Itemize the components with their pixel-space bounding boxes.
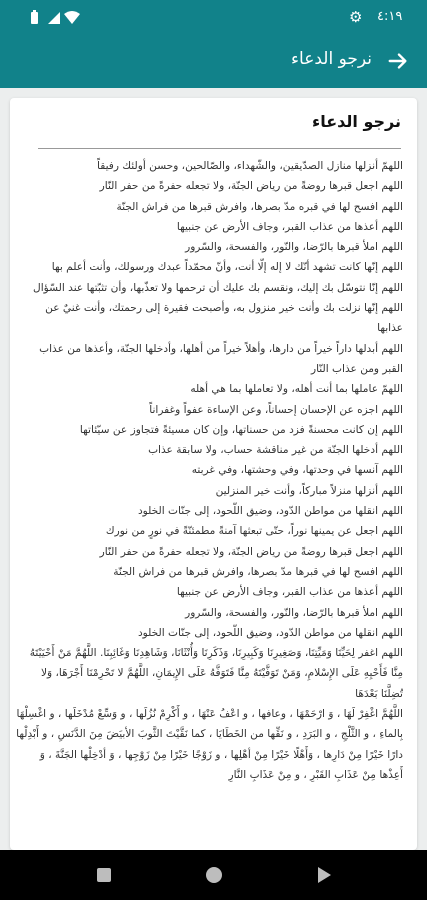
dua-line: اللهم اجعل قبرها روضةً من رياض الجنّة، ولا تجعله حفرةً من حفر النّار bbox=[99, 545, 403, 558]
signal-icon bbox=[48, 12, 60, 24]
home-circle-icon[interactable] bbox=[206, 867, 222, 883]
dua-line: اللهم اجزه عن الإحسان إحساناً، وعن الإساءة عفواً وغفراناً bbox=[149, 403, 403, 416]
status-left-icons bbox=[30, 10, 110, 26]
dua-line: اللهم إنّها كانت تشهد أنّك لا إله إلّا أنت، وأنّ محمّداً عبدك ورسولك، وأنت أعلم بها bbox=[51, 261, 403, 274]
divider bbox=[38, 148, 401, 149]
dua-line: اللهم اجعل عن يمينها نوراً، حتّى تبعثها آمنةً مطمئنّةً في نورٍ من نورك bbox=[105, 525, 403, 538]
dua-line: اللهم أبدلها داراً خيراً من دارها، وأهلاً خيراً من أهلها، وأدخلها الجنّة، وأعذها من عذاب القبر ومن عذاب النّار bbox=[39, 342, 403, 375]
dua-line: اللهم إنّا نتوسّل بك إليك، ونقسم بك عليك أن ترحمها ولا تعذّبها، وأن تثبّتها عند السّؤال bbox=[33, 281, 403, 294]
status-bar bbox=[0, 0, 427, 36]
dua-line: اللهم إن كانت محسنةً فزد من حسناتها، وإن كان مسيئةً فتجاوز عن سيّئاتها bbox=[79, 423, 403, 436]
dua-line: اللهم انقلها من مواطن الدّود، وضيق اللّحود، إلى جنّات الخلود bbox=[137, 626, 403, 639]
dua-line: اللهم أدخلها الجنّة من غير مناقشة حساب، ولا سابقة عذاب bbox=[148, 444, 403, 457]
dua-line: اللهم أنزلها منزلاً مباركاً، وأنت خير المنزلين bbox=[215, 484, 403, 497]
dua-line: اللهم إنّها نزلت بك وأنت خير منزول به، وأصبحت فقيرة إلى رحمتك، وأنت غنيٌ عن عذابها bbox=[45, 302, 403, 335]
recents-square-icon[interactable] bbox=[97, 868, 111, 882]
arrow-right-icon[interactable] bbox=[387, 50, 409, 72]
status-time: ٤:١٩ bbox=[377, 9, 403, 24]
dua-line: اللَّهُمَّ اغْفِرْ لَهَا ، وَ ارْحَمْهَا ، وعافها ، و اعْفُ عَنْهَا ، و أَكْرِمْ نُزُلَها ، و وَسِّعْ مُدْخَلَها ، و اغْسِلْهَا بِالماءِ ، و الثَّلْجِ ، و البَرَدِ ، و نَقِّها من الخَطَايَا ، كما نَقَّيْتَ الثَّوبَ الأبيَضَ مِنَ الدَّنَسِ ، و أَبْدِلْها دارًا خَيْرًا مِنْ دَارِها ، وَأَهْلًا خَيْرًا مِنْ أهْلِها ، و زَوْجًا خَيْرًا مِنْ زَوْجِها ، وَ أدْخِلْها الجَنَّةَ ، وَ أَعِذْها مِنْ عَذَابِ القَبْرِ ، و مِنْ عَذَابِ النَّارِ bbox=[16, 708, 403, 781]
card-title: نرجو الدعاء bbox=[312, 112, 401, 131]
app-bar-title: نرجو الدعاء bbox=[291, 49, 372, 69]
dua-line: اللهمّ عاملها بما أنت أهله، ولا تعاملها بما هي أهله bbox=[190, 383, 403, 396]
dua-card bbox=[10, 98, 417, 850]
back-triangle-icon[interactable] bbox=[316, 866, 332, 884]
dua-line: اللهم أعذها من عذاب القبر، وجاف الأرض عن جنبيها bbox=[176, 220, 403, 233]
dua-line: اللهم املأ قبرها بالرّضا، والنّور، والفسحة، والسّرور bbox=[185, 606, 403, 619]
dua-line: اللهم افسح لها في قبرها مدّ بصرها، وافرش قبرها من فراش الجنّة bbox=[113, 565, 403, 578]
dua-line: اللهمّ أنزلها منازل الصدّيقين، والشّهداء، والصّالحين، وحسن أولئك رفيقاً bbox=[97, 160, 403, 172]
wifi-icon bbox=[64, 11, 80, 24]
dua-text bbox=[16, 156, 403, 846]
gear-icon: ⚙ bbox=[349, 8, 363, 26]
dua-line: اللهم افسح لها في قبره مدّ بصرها، وافرش قبرها من فراش الجنّة bbox=[116, 200, 403, 213]
dua-line: اللهم أعذها من عذاب القبر، وجاف الأرض عن جنبيها bbox=[176, 586, 403, 599]
dua-line: اللهم آنسها في وحدتها، وفي وحشتها، وفي غربته bbox=[191, 464, 403, 477]
dua-line: اللهم اغفر لِحَيِّنَا وَمَيِّتِنَا، وَصَغِيرِنَا وَكَبِيرِنَا، وَذَكَرِنَا وَأُنْثَانَا، وَشَاهِدِنَا وَغَائِبِنَا. اللَّهُمَّ مَنْ أَحْيَيْتَهُ مِنَّا فَأَحْيِهِ عَلَى الإِسْلامِ، وَمَنْ تَوَفَّيْتَهُ مِنَّا فَتَوَفَّهُ عَلَى الإِيمَانِ، اللَّهُمَّ لا تَحْرِمْنَا أَجْرَهَا، وَلا تُضِلَّنَا بَعْدَهَا bbox=[29, 647, 403, 700]
app-bar bbox=[0, 36, 427, 88]
system-nav-bar bbox=[0, 850, 427, 900]
battery-icon bbox=[31, 10, 38, 24]
dua-line: اللهم املأ قبرها بالرّضا، والنّور، والفسحة، والسّرور bbox=[185, 241, 403, 254]
dua-line: اللهم انقلها من مواطن الدّود، وضيق اللّحود، إلى جنّات الخلود bbox=[137, 505, 403, 518]
dua-line: اللهم اجعل قبرها روضةً من رياض الجنّة، ولا تجعله حفرةً من حفر النّار bbox=[99, 180, 403, 193]
